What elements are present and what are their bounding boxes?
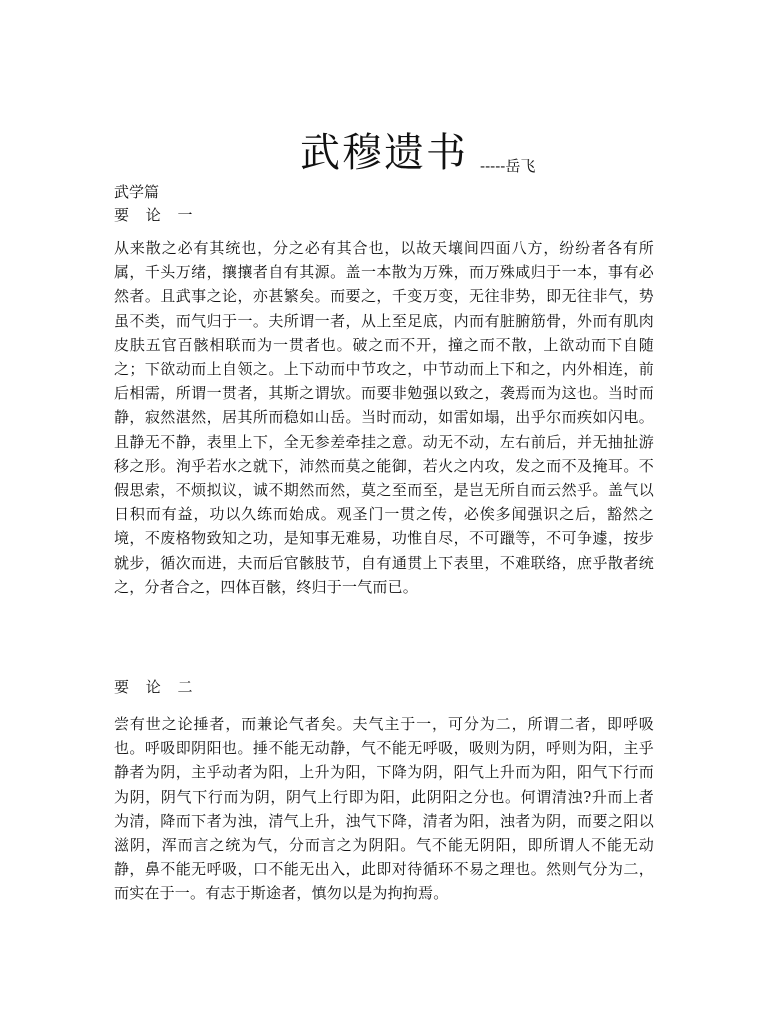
section-heading-2: 要 论 二 (114, 678, 199, 696)
document-title: 武穆遗书 (300, 129, 468, 176)
section-body-2: 尝有世之论捶者，而兼论气者矣。夫气主于一，可分为二，所谓二者，即呼吸也。呼吸即阴阳也。捶不能无动静，气不能无呼吸，吸则为阴，呼则为阳，主乎静者为阴，主乎动者为阳，上升为阳，下降为阴，阳气上升而为阳，阳气下行而为阴，阴气下行而为阴，阴气上行即为阳，此阴阳之分也。何谓清浊?升而上者为清，降而下者为浊，清气上升，浊气下降，清者为阳，浊者为阴，而要之阳以滋阴，浑而言之统为气，分而言之为阴阳。气不能无阴阳，即所谓人不能无动静，鼻不能无呼吸，口不能无出入，此即对待循环不易之理也。然则气分为二，而实在于一。有志于斯途者，慎勿以是为拘拘焉。 (114, 715, 654, 903)
section-body-1: 从来散之必有其统也，分之必有其合也，以故天壤间四面八方，纷纷者各有所属，千头万绪，攘攘者自有其源。盖一本散为万殊，而万殊咸归于一本，事有必然者。且武事之论，亦甚繁矣。而要之，千变万变，无往非势，即无往非气，势虽不类，而气归于一。夫所谓一者，从上至足底，内而有脏腑筋骨，外而有肌肉皮肤五官百骸相联而为一贯者也。破之而不开，撞之而不散，上欲动而下自随之；下欲动而上自领之。上下动而中节攻之，中节动而上下和之，内外相连，前后相需，所谓一贯者，其斯之谓欤。而要非勉强以致之，袭焉而为这也。当时而静，寂然湛然，居其所而稳如山岳。当时而动，如雷如塌，出乎尔而疾如闪电。且静无不静，表里上下，全无参差牵挂之意。动无不动，左右前后，并无抽扯游移之形。洵乎若水之就下，沛然而莫之能御，若火之内攻，发之而不及掩耳。不假思索，不烦拟议，诚不期然而然，莫之至而至，是岂无所自而云然乎。盖气以日积而有益，功以久练而始成。观圣门一贯之传，必俟多闻强识之后，豁然之境，不废格物致知之功，是知事无难易，功惟自尽，不可躐等，不可争遽，按步就步，循次而进，夫而后官骸肢节，自有通贯上下表里，不难联络，庶乎散者统之，分者合之，四体百骸，终归于一气而已。 (114, 239, 654, 596)
author-attribution: -----岳飞 (480, 157, 536, 175)
section-heading-1: 要 论 一 (114, 206, 199, 224)
category-label: 武学篇 (114, 183, 160, 201)
